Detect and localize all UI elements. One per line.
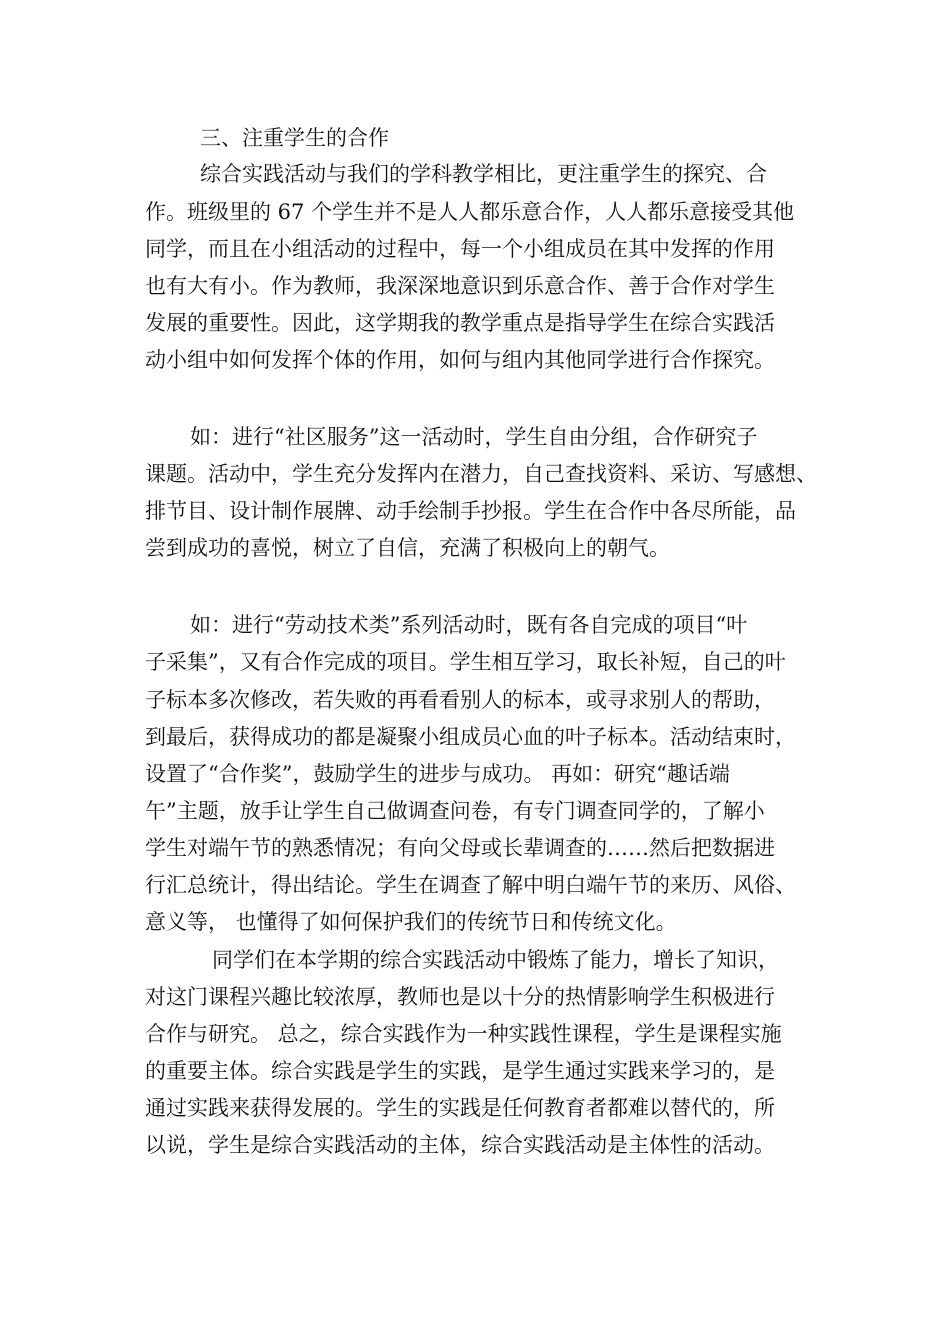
paragraph-1-line-3: 同学，而且在小组活动的过程中，每一个小组成员在其中发挥的作用 bbox=[145, 237, 775, 261]
paragraph-1-line-4: 也有大有小。作为教师，我深深地意识到乐意合作、善于合作对学生 bbox=[145, 274, 775, 298]
paragraph-1-line-2: 作。班级里的 67 个学生并不是人人都乐意合作，人人都乐意接受其他 bbox=[145, 200, 795, 224]
paragraph-2-line-4: 尝到成功的喜悦，树立了自信，充满了积极向上的朝气。 bbox=[145, 536, 670, 560]
paragraph-3-line-9: 意义等， 也懂得了如何保护我们的传统节日和传统文化。 bbox=[145, 910, 677, 934]
paragraph-2-line-2: 课题。活动中，学生充分发挥内在潜力，自己查找资料、采访、写感想、 bbox=[145, 462, 817, 486]
paragraph-1-line-5: 发展的重要性。因此，这学期我的教学重点是指导学生在综合实践活 bbox=[145, 311, 775, 335]
paragraph-3-line-6: 午”主题，放手让学生自己做调查问卷，有专门调查同学的，了解小 bbox=[145, 799, 765, 823]
paragraph-4-line-4: 的重要主体。综合实践是学生的实践，是学生通过实践来学习的，是 bbox=[145, 1059, 775, 1083]
paragraph-4-line-1: 同学们在本学期的综合实践活动中锻炼了能力，增长了知识， bbox=[212, 948, 779, 972]
paragraph-3-line-5: 设置了“合作奖”，鼓励学生的进步与成功。 再如：研究“趣话端 bbox=[145, 762, 730, 786]
paragraph-2-line-3: 排节目、设计制作展牌、动手绘制手抄报。学生在合作中各尽所能，品 bbox=[145, 499, 796, 523]
paragraph-4-line-6: 以说，学生是综合实践活动的主体，综合实践活动是主体性的活动。 bbox=[145, 1133, 775, 1157]
paragraph-2-line-1: 如：进行“社区服务”这一活动时，学生自由分组，合作研究子 bbox=[190, 425, 758, 449]
paragraph-3-line-1: 如：进行“劳动技术类”系列活动时，既有各自完成的项目“叶 bbox=[190, 613, 748, 637]
paragraph-3-line-2: 子采集”，又有合作完成的项目。学生相互学习，取长补短，自己的叶 bbox=[145, 650, 786, 674]
paragraph-4-line-5: 通过实践来获得发展的。学生的实践是任何教育者都难以替代的，所 bbox=[145, 1096, 775, 1120]
paragraph-3-line-4: 到最后，获得成功的都是凝聚小组成员心血的叶子标本。活动结束时， bbox=[145, 725, 796, 749]
paragraph-3-line-3: 子标本多次修改，若失败的再看看别人的标本，或寻求别人的帮助， bbox=[145, 688, 775, 712]
section-heading: 三、注重学生的合作 bbox=[200, 126, 389, 150]
paragraph-1-line-1: 综合实践活动与我们的学科教学相比，更注重学生的探究、合 bbox=[200, 162, 767, 186]
paragraph-4-line-3: 合作与研究。 总之，综合实践作为一种实践性课程，学生是课程实施 bbox=[145, 1022, 782, 1046]
paragraph-4-line-2: 对这门课程兴趣比较浓厚，教师也是以十分的热情影响学生积极进行 bbox=[145, 985, 775, 1009]
paragraph-1-line-6: 动小组中如何发挥个体的作用，如何与组内其他同学进行合作探究。 bbox=[145, 348, 775, 372]
paragraph-3-line-8: 行汇总统计，得出结论。学生在调查了解中明白端午节的来历、风俗、 bbox=[145, 873, 796, 897]
paragraph-3-line-7: 学生对端午节的熟悉情况；有向父母或长辈调查的……然后把数据进 bbox=[145, 836, 775, 860]
